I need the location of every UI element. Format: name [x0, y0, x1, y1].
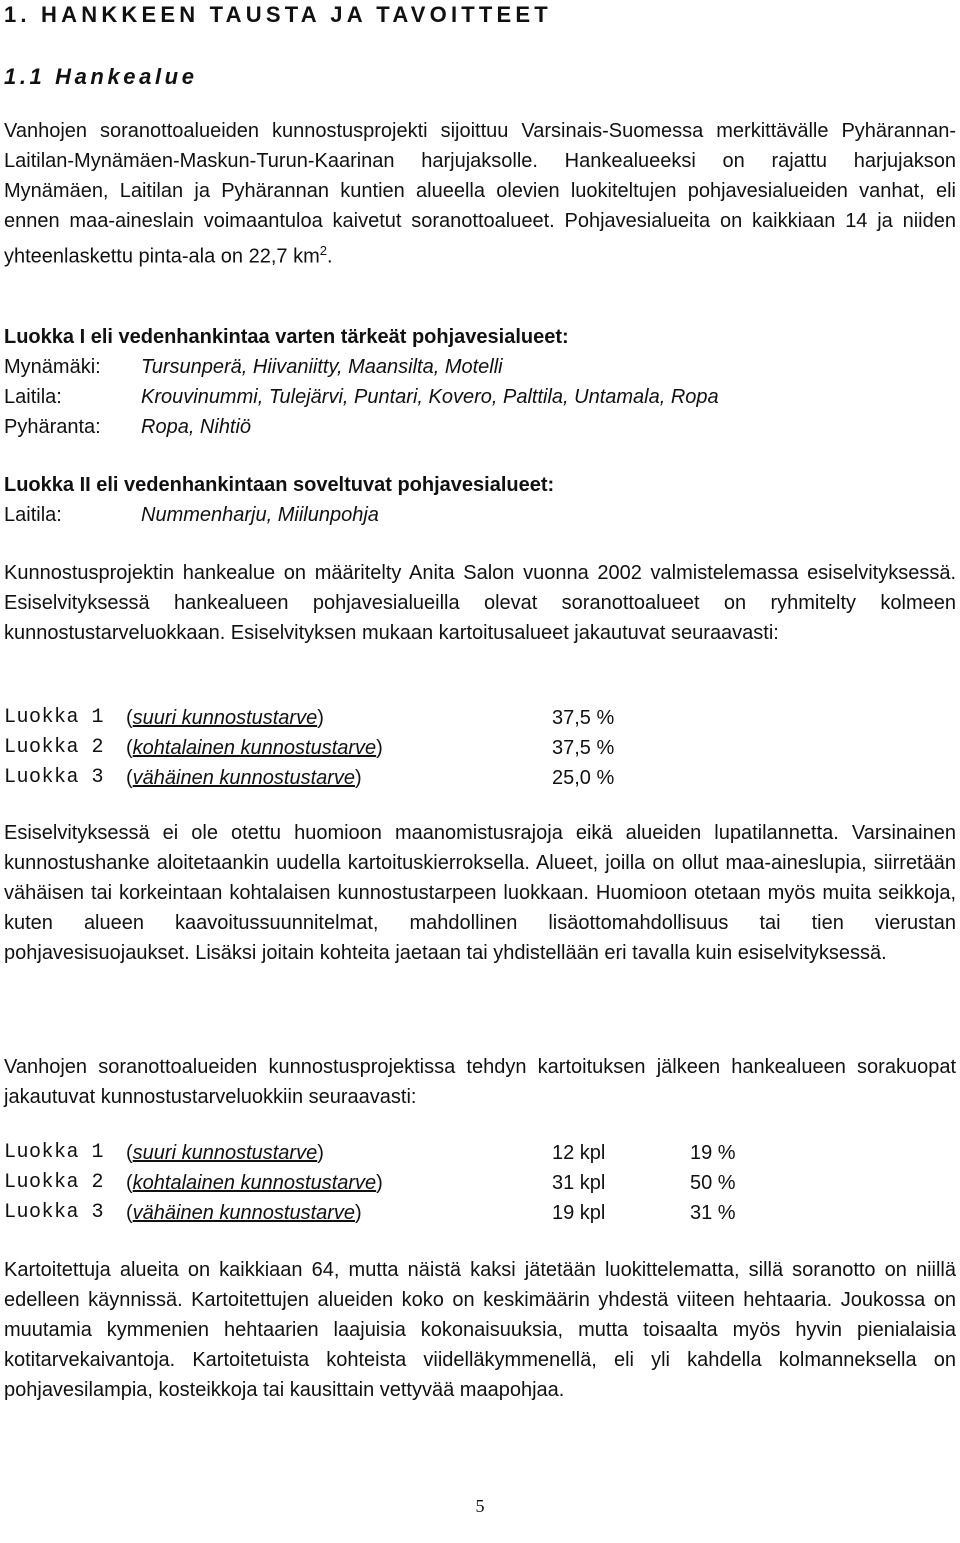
class-label: Luokka 1 [4, 1141, 105, 1164]
section-heading: 1.1 Hankealue [4, 64, 198, 89]
class-label: Luokka 1 [4, 706, 105, 729]
class-label: Luokka 2 [4, 1171, 105, 1194]
class-label: Luokka 3 [4, 766, 105, 789]
intro-paragraph [4, 116, 956, 272]
table1-row: Luokka 3 (vähäinen kunnostustarve) 25,0 % [4, 763, 764, 793]
class-description: kohtalainen kunnostustarve [132, 737, 377, 759]
table2-row: Luokka 3 (vähäinen kunnostustarve) 19 kpl 31 % [4, 1198, 764, 1228]
municipality-label: Pyhäranta: [4, 416, 101, 438]
share-percent: 31 % [690, 1202, 736, 1224]
class1-heading: Luokka I eli vedenhankintaa varten tärkeät pohjavesialueet: [4, 326, 569, 348]
count-value: 19 kpl [552, 1202, 606, 1224]
class-description: vähäinen kunnostustarve [132, 767, 356, 789]
share-percent: 37,5 % [552, 707, 615, 729]
class-description: suuri kunnostustarve [132, 707, 318, 729]
area-list: Krouvinummi, Tulejärvi, Puntari, Kovero, Palttila, Untamala, Ropa [141, 386, 719, 408]
page-number: 5 [475, 1496, 485, 1516]
share-percent: 37,5 % [552, 737, 615, 759]
municipality-label: Mynämäki: [4, 356, 101, 378]
count-value: 31 kpl [552, 1172, 606, 1194]
paragraph-summary: Kartoitettuja alueita on kaikkiaan 64, mutta näistä kaksi jätetään luokittelematta, sillä soranotto on niillä edelleen käynnissä. Kartoitettujen alueiden koko on keskimäärin yhdestä viiteen hehtaaria. Joukossa on muutamia kymmenien hehtaarien laajuisia kokonaisuuksia, mutta toisaalta myös hyvin pienialaisia kotitarvekaivantoja. Kartoitetuista kohteista viidelläkymmenellä, eli yli kahdella kolmanneksella on pohjavesilampia, kosteikkoja tai kausittain vettyvää maapohjaa. [4, 1259, 956, 1401]
class-label: Luokka 3 [4, 1201, 105, 1224]
class-description: vähäinen kunnostustarve [132, 1202, 356, 1224]
municipality-label: Laitila: [4, 386, 62, 408]
area-list: Tursunperä, Hiivaniitty, Maansilta, Motelli [141, 356, 503, 378]
intro-text: Vanhojen soranottoalueiden kunnostusprojekti sijoittuu Varsinais-Suomessa merkittävälle Pyhärannan-Laitilan-Mynämäen-Maskun-Turun-Kaarinan harjujaksolle. Hankealueeksi on rajattu harjujakson Mynämäen, Laitilan ja Pyhärannan kuntien alueella olevien luokiteltujen pohjavesialueiden vanhat, eli ennen maa-aineslain voimaantuloa kaivetut soranottoalueet. Pohjavesialueita on kaikkiaan 14 ja niiden yhteenlaskettu pinta-ala on 22,7 km [4, 120, 956, 268]
share-percent: 50 % [690, 1172, 736, 1194]
table2-row: Luokka 1 (suuri kunnostustarve) 12 kpl 19 % [4, 1138, 764, 1168]
share-percent: 19 % [690, 1142, 736, 1164]
table2-row: Luokka 2 (kohtalainen kunnostustarve) 31 kpl 50 % [4, 1168, 764, 1198]
table1-row: Luokka 1 (suuri kunnostustarve) 37,5 % [4, 703, 764, 733]
class-description: kohtalainen kunnostustarve [132, 1172, 377, 1194]
chapter-heading: 1. HANKKEEN TAUSTA JA TAVOITTEET [4, 2, 552, 27]
superscript-2: 2 [319, 243, 327, 258]
municipality-label: Laitila: [4, 504, 62, 526]
paragraph-preliminary-survey: Kunnostusprojektin hankealue on määritelty Anita Salon vuonna 2002 valmistelemassa esiselvityksessä. Esiselvityksessä hankealueen pohjavesialueilla olevat soranottoalueet on ryhmitelty kolmeen kunnostustarveluokkaan. Esiselvityksen mukaan kartoitusalueet jakautuvat seuraavasti: [4, 562, 956, 644]
area-list: Nummenharju, Miilunpohja [141, 504, 379, 526]
paragraph-survey-notes: Esiselvityksessä ei ole otettu huomioon maanomistusrajoja eikä alueiden lupatilannetta. Varsinainen kunnostushanke aloitetaankin uudella kartoituskierroksella. Alueet, joilla on ollut maa-aineslupia, siirretään vähäisen tai korkeintaan kohtalaisen kunnostustarpeen luokkaan. Huomioon otetaan myös muita seikkoja, kuten alueen kaavoitussuunnitelmat, mahdollinen lisäottomahdollisuus tai tien vierustan pohjavesisuojaukset. Lisäksi joitain kohteita jaetaan tai yhdistellään eri tavalla kuin esiselvityksessä. [4, 822, 956, 964]
share-percent: 25,0 % [552, 767, 615, 789]
class-description: suuri kunnostustarve [132, 1142, 318, 1164]
paragraph-mapping-result: Vanhojen soranottoalueiden kunnostusprojektissa tehdyn kartoituksen jälkeen hankealueen sorakuopat jakautuvat kunnostustarveluokkiin seuraavasti: [4, 1056, 956, 1108]
table1-row: Luokka 2 (kohtalainen kunnostustarve) 37,5 % [4, 733, 764, 763]
area-list: Ropa, Nihtiö [141, 416, 252, 438]
intro-end: . [327, 245, 333, 268]
count-value: 12 kpl [552, 1142, 606, 1164]
class2-heading: Luokka II eli vedenhankintaan soveltuvat pohjavesialueet: [4, 474, 555, 496]
class-label: Luokka 2 [4, 736, 105, 759]
